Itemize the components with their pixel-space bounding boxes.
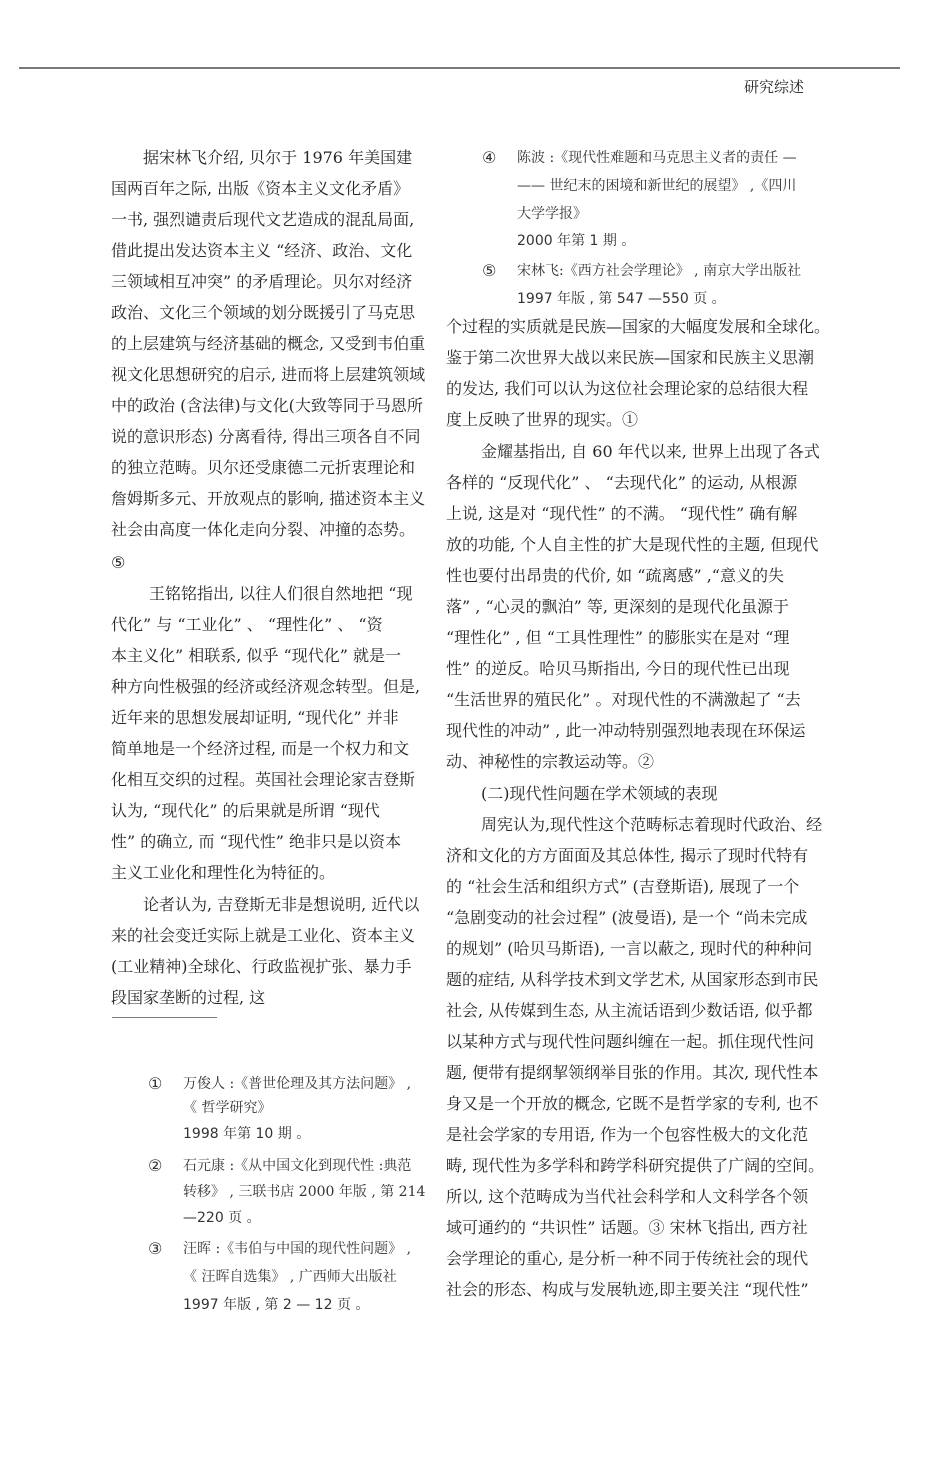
body-line: 的发达, 我们可以认为这位社会理论家的总结很大程 [446, 379, 809, 398]
footnote-marker: ③ [148, 1239, 163, 1258]
body-line: 以某种方式与现代性问题纠缠在一起。抓住现代性问 [446, 1032, 815, 1051]
body-line: 认为, “现代化” 的后果就是所谓 “现代 [111, 801, 380, 820]
footnote-ref: ⑤ [111, 553, 126, 572]
body-line: 主义工业化和理性化为特征的。 [111, 863, 336, 882]
footnote-line: 转移》 , 三联书店 2000 年版 , 第 214 [183, 1184, 426, 1200]
body-line: 一书, 强烈谴责后现代文艺造成的混乱局面, [111, 210, 415, 229]
body-line: 代化” 与 “工业化” 、 “理性化” 、 “资 [111, 615, 383, 634]
body-line: 简单地是一个经济过程, 而是一个权力和文 [111, 739, 410, 758]
body-line: 论者认为, 吉登斯无非是想说明, 近代以 [143, 895, 420, 914]
body-line: 的规划” (哈贝马斯语), 一言以蔽之, 现时代的种种问 [446, 939, 813, 958]
body-line: 上说, 这是对 “现代性” 的不满。 “现代性” 确有解 [446, 504, 798, 523]
body-line: 性” 的逆反。哈贝马斯指出, 今日的现代性已出现 [446, 659, 790, 678]
footnote-line: 万俊人 :《普世伦理及其方法问题》 , [183, 1076, 412, 1092]
body-line: 放的功能, 个人自主性的扩大是现代性的主题, 但现代 [446, 535, 819, 554]
body-line: 性也要付出昂贵的代价, 如 “疏离感” ,“意义的失 [446, 566, 784, 585]
body-line: 题的症结, 从科学技术到文学艺术, 从国家形态到市民 [446, 970, 819, 989]
body-line: 畴, 现代性为多学科和跨学科研究提供了广阔的空间。 [446, 1156, 825, 1175]
footnote-marker: ⑤ [482, 261, 497, 280]
footnote-marker: ① [148, 1074, 163, 1093]
footnote-separator [112, 1017, 217, 1018]
body-line: 金耀基指出, 自 60 年代以来, 世界上出现了各式 [481, 442, 820, 461]
body-line: 题, 便带有提纲挈领纲举目张的作用。其次, 现代性本 [446, 1063, 819, 1082]
body-line: 三领域相互冲突” 的矛盾理论。贝尔对经济 [111, 272, 413, 291]
footnote-line: 1997 年版 , 第 2 — 12 页 。 [183, 1297, 370, 1313]
body-line: 的 “社会生活和组织方式” (吉登斯语), 展现了一个 [446, 877, 800, 896]
body-line: 各样的 “反现代化” 、 “去现代化” 的运动, 从根源 [446, 473, 798, 492]
body-line: (工业精神)全球化、行政监视扩张、暴力手 [111, 957, 412, 976]
body-line: 周宪认为,现代性这个范畴标志着现时代政治、经 [481, 815, 823, 834]
body-line: 据宋林飞介绍, 贝尔于 1976 年美国建 [143, 148, 413, 167]
footnote-line: 《 汪晖自选集》 , 广西师大出版社 [183, 1269, 397, 1285]
body-line: 动、神秘性的宗教运动等。② [446, 752, 655, 771]
body-line: “急剧变动的社会过程” (波曼语), 是一个 “尚未完成 [446, 908, 808, 927]
body-line: 社会由高度一体化走向分裂、冲撞的态势。 [111, 520, 416, 539]
body-line: 视文化思想研究的启示, 进而将上层建筑领域 [111, 365, 426, 384]
footnote-line: 1997 年版 , 第 547 —550 页 。 [517, 291, 726, 307]
body-line: 域可通约的 “共识性” 话题。③ 宋林飞指出, 西方社 [446, 1218, 808, 1237]
body-line: 所以, 这个范畴成为当代社会科学和人文科学各个领 [446, 1187, 809, 1206]
body-line: 政治、文化三个领域的划分既援引了马克思 [111, 303, 416, 322]
footnote-marker: ④ [482, 148, 497, 167]
footnote-line: 《 哲学研究》 [183, 1100, 272, 1116]
body-line: 国两百年之际, 出版《资本主义文化矛盾》 [111, 179, 410, 198]
body-line: 落” , “心灵的飘泊” 等, 更深刻的是现代化虽源于 [446, 597, 790, 616]
body-line: “生活世界的殖民化” 。对现代性的不满激起了 “去 [446, 690, 801, 709]
body-line: 济和文化的方方面面及其总体性, 揭示了现时代特有 [446, 846, 809, 865]
running-header: 研究综述 [744, 78, 805, 96]
body-line: 的独立范畴。贝尔还受康德二元折衷理论和 [111, 458, 416, 477]
footnote-line: —220 页 。 [183, 1210, 261, 1226]
body-line: 度上反映了世界的现实。① [446, 410, 639, 429]
footnote-line: 陈波 :《现代性难题和马克思主义者的责任 — [517, 150, 797, 166]
footnote-line: 汪晖 :《韦伯与中国的现代性问题》 , [183, 1241, 412, 1257]
body-line: 近年来的思想发展却证明, “现代化” 并非 [111, 708, 399, 727]
footnote-line: 大学学报》 [517, 206, 587, 222]
body-line: 现代性的冲动” , 此一冲动特别强烈地表现在环保运 [446, 721, 806, 740]
footnote-line: 宋林飞:《西方社会学理论》 , 南京大学出版社 [517, 263, 802, 279]
body-line: 说的意识形态) 分离看待, 得出三项各自不同 [111, 427, 421, 446]
body-line: 化相互交织的过程。英国社会理论家吉登斯 [111, 770, 416, 789]
section-heading: (二)现代性问题在学术领域的表现 [481, 784, 718, 803]
body-line: 会学理论的重心, 是分析一种不同于传统社会的现代 [446, 1249, 809, 1268]
body-line: “理性化” , 但 “工具性理性” 的膨胀实在是对 “理 [446, 628, 790, 647]
footnote-line: —— 世纪末的困境和新世纪的展望》 ,《四川 [517, 178, 797, 194]
body-line: 社会, 从传媒到生态, 从主流话语到少数话语, 似乎都 [446, 1001, 813, 1020]
body-line: 社会的形态、构成与发展轨迹,即主要关注 “现代性” [446, 1280, 809, 1299]
body-line: 中的政治 (含法律)与文化(大致等同于马恩所 [111, 396, 423, 415]
body-line: 身又是一个开放的概念, 它既不是哲学家的专利, 也不 [446, 1094, 819, 1113]
body-line: 詹姆斯多元、开放观点的影响, 描述资本主义 [111, 489, 426, 508]
body-line: 是社会学家的专用语, 作为一个包容性极大的文化范 [446, 1125, 809, 1144]
footnote-line: 2000 年第 1 期 。 [517, 233, 636, 249]
header-rule [19, 67, 900, 69]
body-line: 鉴于第二次世界大战以来民族—国家和民族主义思潮 [446, 348, 815, 367]
body-line: 段国家垄断的过程, 这 [111, 988, 266, 1007]
body-line: 借此提出发达资本主义 “经济、政治、文化 [111, 241, 413, 260]
body-line: 本主义化” 相联系, 似乎 “现代化” 就是一 [111, 646, 401, 665]
body-line: 王铭铭指出, 以往人们很自然地把 “现 [149, 584, 413, 603]
body-line: 种方向性极强的经济或经济观念转型。但是, [111, 677, 421, 696]
body-line: 来的社会变迁实际上就是工业化、资本主义 [111, 926, 416, 945]
footnote-line: 石元康 :《从中国文化到现代性 :典范 [183, 1158, 412, 1174]
footnote-line: 1998 年第 10 期 。 [183, 1126, 311, 1142]
footnote-marker: ② [148, 1156, 163, 1175]
body-line: 的上层建筑与经济基础的概念, 又受到韦伯重 [111, 334, 426, 353]
body-line: 个过程的实质就是民族—国家的大幅度发展和全球化。 [446, 317, 831, 336]
body-line: 性” 的确立, 而 “现代性” 绝非只是以资本 [111, 832, 401, 851]
